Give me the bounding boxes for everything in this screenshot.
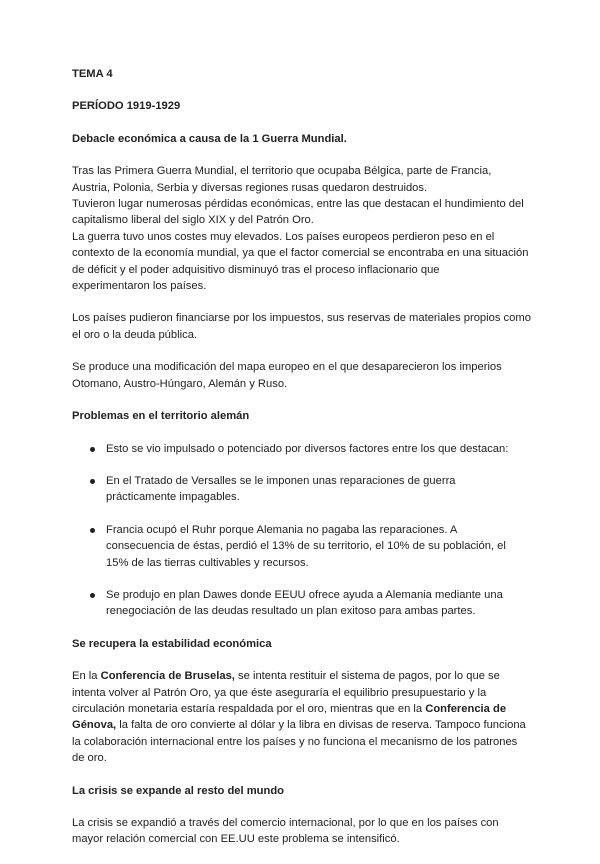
text-line: consecuencia de éstas, perdió el 13% de su territorio, el 10% de su población, el bbox=[106, 540, 506, 553]
text-fragment: En la bbox=[72, 670, 101, 683]
text-fragment: circulación monetaria estaría respaldada por el oro, mientras que en la bbox=[72, 702, 426, 715]
period-title: PERÍODO 1919-1929 bbox=[72, 100, 181, 113]
text-line: Se produce una modificación del mapa europeo en el que desaparecieron los imperios bbox=[72, 361, 502, 374]
text-line: de oro. bbox=[72, 752, 107, 765]
list-item bbox=[88, 441, 532, 457]
list-item bbox=[88, 473, 532, 506]
genoa-conference-term: Conferencia de bbox=[425, 702, 507, 715]
text-line: capitalismo liberal del siglo XIX y del Patrón Oro. bbox=[72, 214, 314, 227]
text-line: La guerra tuvo unos costes muy elevados. Los países europeos perdieron peso en el bbox=[72, 230, 495, 243]
text-line: Esto se vio impulsado o potenciado por diversos factores entre los que destacan: bbox=[106, 442, 509, 455]
text-line: Francia ocupó el Ruhr porque Alemania no pagaba las reparaciones. A bbox=[106, 523, 458, 536]
text-line: 15% de las tierras cultivables y recursos. bbox=[106, 556, 309, 569]
text-line: renegociación de las deudas resultado un plan exitoso para ambas partes. bbox=[106, 605, 476, 618]
text-line: La crisis se expandió a través del comercio internacional, por lo que en los países con bbox=[72, 817, 499, 829]
section-heading-debacle: Debacle económica a causa de la 1 Guerra Mundial. bbox=[72, 132, 347, 145]
text-line: En el Tratado de Versalles se le imponen unas reparaciones de guerra bbox=[106, 474, 456, 487]
text-line: intenta volver al Patrón Oro, ya que éste aseguraría el equilibrio presupuestario y la bbox=[72, 686, 487, 699]
text-line: experimentaron los países. bbox=[72, 280, 207, 293]
paragraph-crisis bbox=[72, 815, 532, 848]
brussels-conference-term: Conferencia de Bruselas, bbox=[100, 670, 235, 683]
section-heading-crisis: La crisis se expande al resto del mundo bbox=[72, 784, 285, 797]
bullet-list-german-problems bbox=[88, 441, 532, 620]
paragraph-map-change bbox=[72, 359, 532, 392]
document-body bbox=[72, 66, 532, 864]
text-line: Otomano, Austro-Húngaro, Alemán y Ruso. bbox=[72, 377, 288, 390]
text-line: de déficit y el poder adquisitivo disminuyó tras el proceso inflacionario que bbox=[72, 263, 440, 276]
text-fragment: la falta de oro convierte al dólar y la libra en divisas de reserva. Tampoco funciona bbox=[116, 719, 526, 732]
text-fragment: se intenta restituir el sistema de pagos, por lo que se bbox=[234, 670, 500, 683]
text-line: Tuvieron lugar numerosas pérdidas económicas, entre las que destacan el hundimiento del bbox=[72, 198, 524, 211]
text-line: Tras las Primera Guerra Mundial, el territorio que ocupaba Bélgica, parte de Francia, bbox=[72, 165, 492, 178]
text-line: Austria, Polonia, Serbia y diversas regiones rusas quedaron destruidos. bbox=[72, 181, 428, 194]
text-line: mayor relación comercial con EE.UU este problema se intensificó. bbox=[72, 833, 400, 846]
paragraph-conferences bbox=[72, 668, 532, 766]
text-line: la colaboración internacional entre los países y no funciona el mecanismo de los patrones bbox=[72, 735, 518, 748]
text-line: contexto de la economía mundial, ya que el factor comercial se encontraba en una situación bbox=[72, 247, 529, 260]
list-item bbox=[88, 587, 532, 620]
text-line: Los países pudieron financiarse por los impuestos, sus reservas de materiales propios como bbox=[72, 312, 531, 325]
genoa-conference-term-cont: Génova, bbox=[72, 719, 117, 732]
text-line: el oro o la deuda pública. bbox=[72, 328, 198, 341]
section-heading-stability: Se recupera la estabilidad económica bbox=[72, 637, 272, 650]
paragraph-financing bbox=[72, 310, 532, 343]
section-heading-german-problems: Problemas en el territorio alemán bbox=[72, 410, 250, 423]
topic-title: TEMA 4 bbox=[72, 68, 113, 80]
paragraph-war-damage bbox=[72, 163, 532, 294]
text-line: Se produjo en plan Dawes donde EEUU ofrece ayuda a Alemania mediante una bbox=[106, 588, 503, 601]
list-item bbox=[88, 522, 532, 571]
text-line: prácticamente impagables. bbox=[106, 491, 240, 504]
